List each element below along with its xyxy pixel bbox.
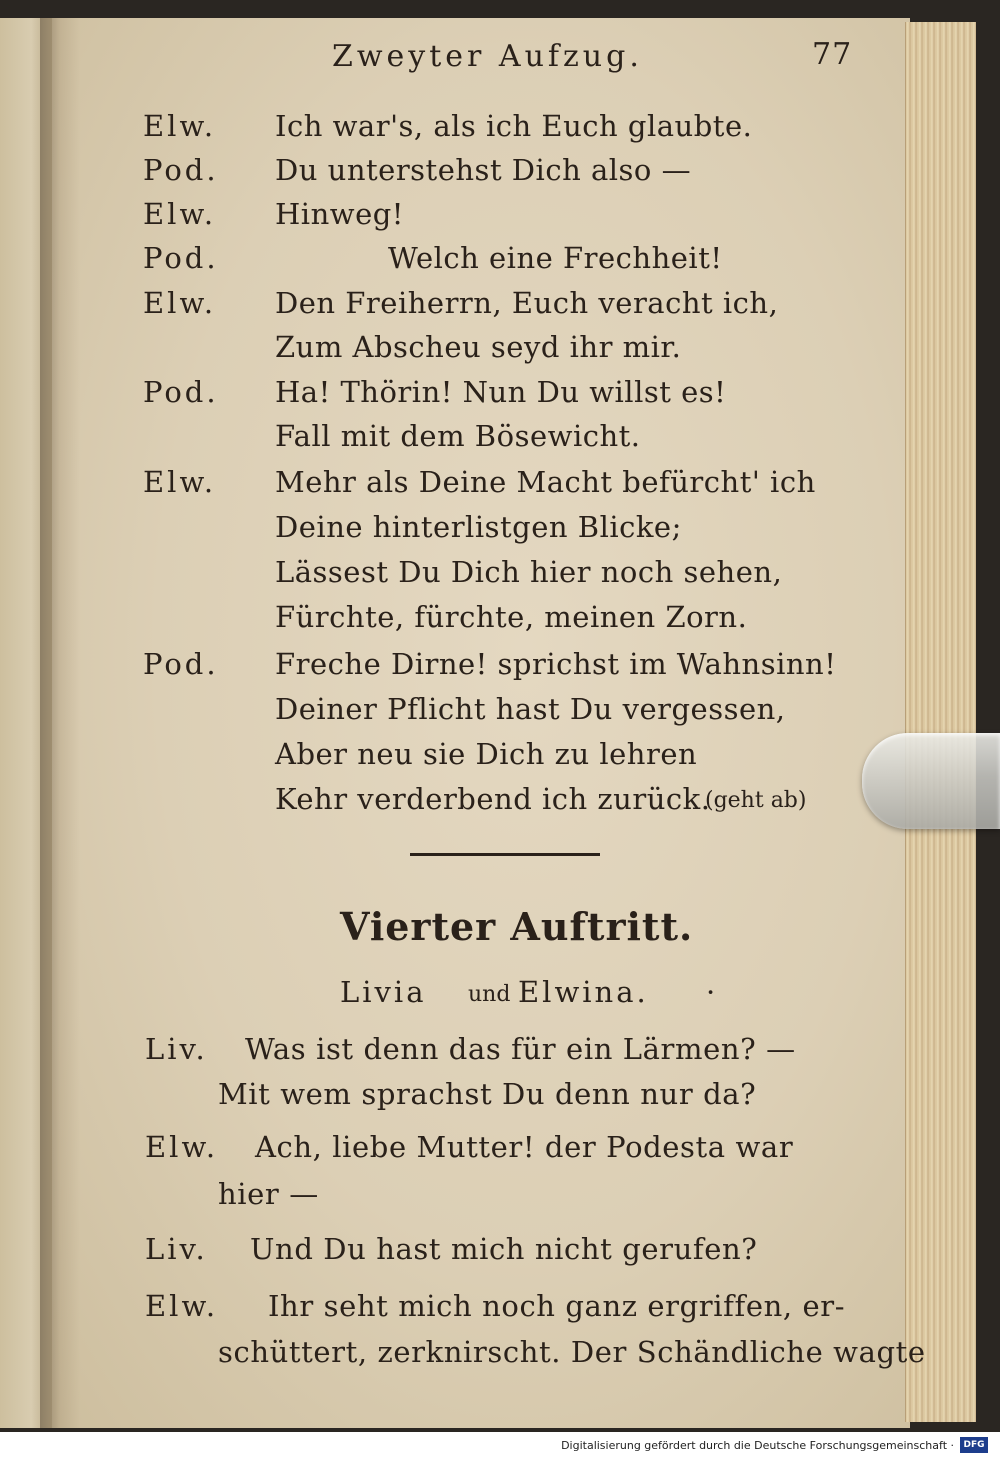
ornament-dot: ·: [706, 975, 719, 1009]
prose-line: Mit wem sprachst Du denn nur da?: [218, 1077, 757, 1111]
verse-line: Freche Dirne! sprichst im Wahnsinn!: [275, 647, 837, 681]
speaker-label: Pod.: [143, 153, 219, 187]
funding-notice: Digitalisierung gefördert durch die Deutsche Forschungsgemeinschaft ·: [561, 1439, 954, 1452]
verse-line: Kehr verderbend ich zurück.: [275, 782, 711, 816]
section-divider: [410, 853, 600, 856]
verse-line: Fall mit dem Bösewicht.: [275, 419, 641, 453]
speaker-label: Liv.: [145, 1232, 208, 1266]
speaker-label: Elw.: [143, 465, 217, 499]
speaker-label: Pod.: [143, 241, 219, 275]
speaker-label: Elw.: [143, 109, 217, 143]
stage-direction: (geht ab): [705, 788, 807, 813]
page-stack-edges: [905, 22, 976, 1422]
speaker-label: Liv.: [145, 1032, 208, 1066]
scene-character: Livia: [340, 975, 427, 1009]
verse-line: Fürchte, fürchte, meinen Zorn.: [275, 600, 748, 634]
speaker-label: Elw.: [143, 286, 217, 320]
verse-line: Mehr als Deine Macht befürcht' ich: [275, 465, 816, 499]
verse-line: Den Freiherrn, Euch veracht ich,: [275, 286, 779, 320]
scene-conjunction: und: [468, 982, 511, 1007]
scene-title: Vierter Auftritt.: [340, 904, 694, 949]
speaker-label: Elw.: [143, 197, 217, 231]
page-clip: [862, 733, 1000, 829]
page-number: 77: [812, 37, 853, 72]
running-header: Zweyter Aufzug.: [332, 39, 643, 74]
prose-line: Und Du hast mich nicht gerufen?: [250, 1232, 758, 1266]
verse-line: Welch eine Frechheit!: [388, 241, 723, 275]
prose-line: Was ist denn das für ein Lärmen? —: [245, 1032, 796, 1066]
book-gutter: [40, 18, 80, 1428]
speaker-label: Elw.: [145, 1289, 219, 1323]
verse-line: Ich war's, als ich Euch glaubte.: [275, 109, 753, 143]
speaker-label: Elw.: [145, 1130, 219, 1164]
speaker-label: Pod.: [143, 375, 219, 409]
speaker-label: Pod.: [143, 647, 219, 681]
verse-line: Aber neu sie Dich zu lehren: [275, 737, 698, 771]
verse-line: Du unterstehst Dich also —: [275, 153, 692, 187]
prose-line: hier —: [218, 1177, 319, 1211]
verse-line: Deiner Pflicht hast Du vergessen,: [275, 692, 786, 726]
dfg-logo: DFG: [960, 1437, 988, 1453]
prose-line: schüttert, zerknirscht. Der Schändliche wagte: [218, 1335, 926, 1369]
prose-line: Ach, liebe Mutter! der Podesta war: [255, 1130, 794, 1164]
verse-line: Ha! Thörin! Nun Du willst es!: [275, 375, 727, 409]
verse-line: Deine hinterlistgen Blicke;: [275, 510, 682, 544]
verse-line: Lässest Du Dich hier noch sehen,: [275, 555, 783, 589]
verse-line: Hinweg!: [275, 197, 404, 231]
scene-character: Elwina.: [518, 975, 649, 1009]
verse-line: Zum Abscheu seyd ihr mir.: [275, 330, 682, 364]
prose-line: Ihr seht mich noch ganz ergriffen, er-: [268, 1289, 846, 1323]
